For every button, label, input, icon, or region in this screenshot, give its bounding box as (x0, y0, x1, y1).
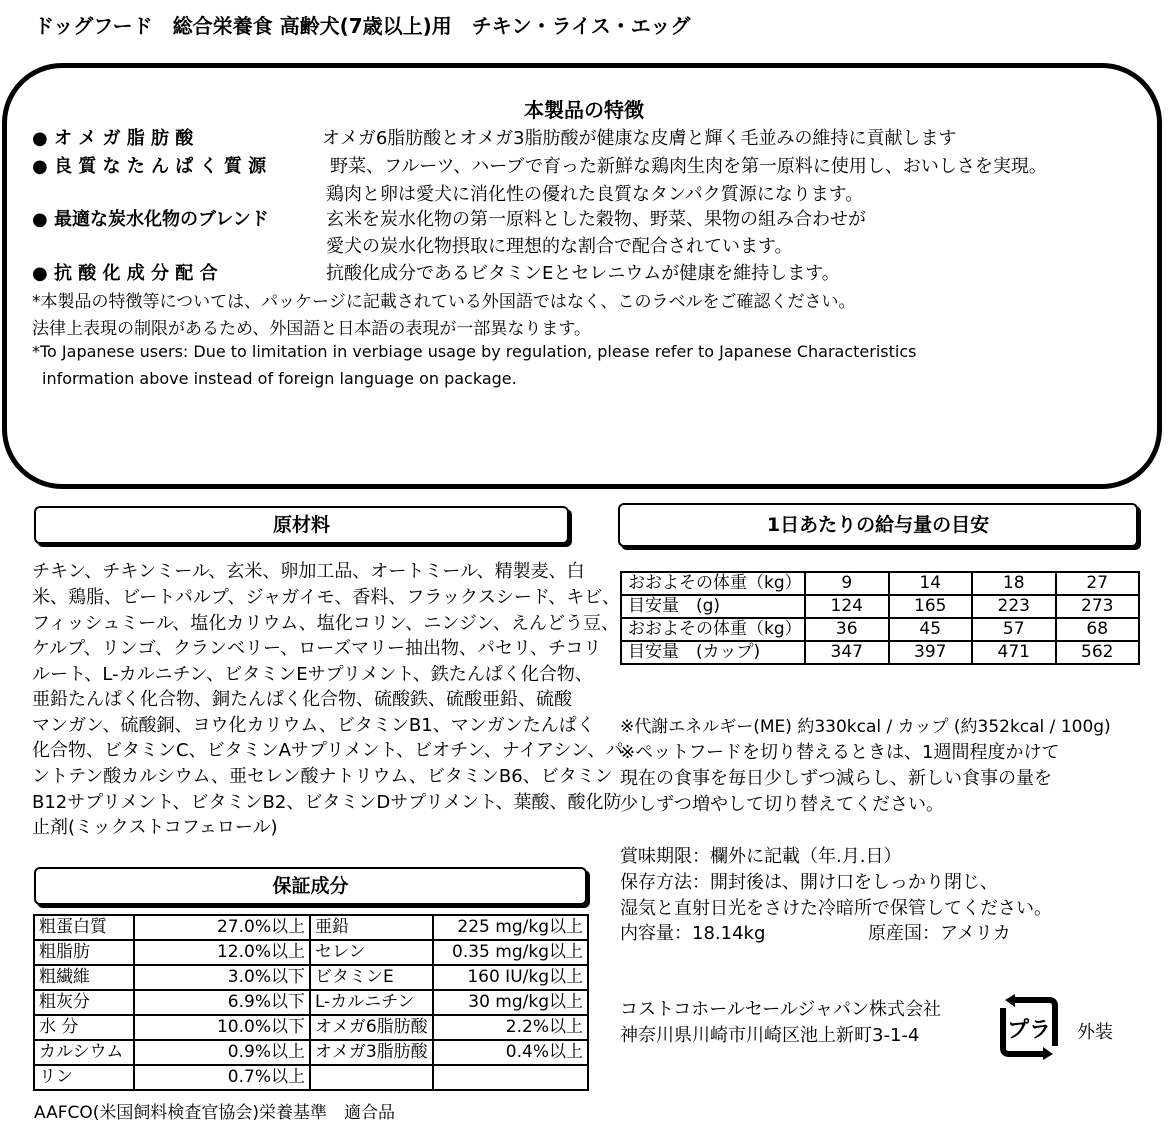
table-row (34, 940, 588, 965)
table-cell: 0.35 mg/kg以上 (433, 940, 588, 965)
feature-note-jp: *本製品の特徴等については、パッケージに記載されている外国語ではなく、このラベルをご確認ください。 (32, 292, 856, 312)
recycle-mark-text: プラ (1006, 1018, 1052, 1043)
table-cell: 225 mg/kg以上 (433, 915, 588, 940)
feature-note-jp: 法律上表現の制限があるため、外国語と日本語の表現が一部異なります。 (32, 319, 591, 339)
ingredient-line: フィッシュミール、塩化カリウム、塩化コリン、ニンジン、えんどう豆、 (32, 613, 619, 634)
table-cell: 68 (1056, 618, 1140, 641)
table-cell: 水 分 (34, 1015, 134, 1040)
table-cell: オメガ6脂肪酸 (310, 1015, 433, 1040)
table-cell: 30 mg/kg以上 (433, 990, 588, 1015)
table-cell: 9 (805, 572, 889, 595)
ingredients-heading: 原材料 (34, 506, 569, 544)
recycle-label: 外装 (1077, 1022, 1113, 1043)
table-cell: 3.0%以下 (134, 965, 310, 990)
table-cell: 14 (889, 572, 973, 595)
table-row (621, 572, 1139, 595)
table-cell: 27 (1056, 572, 1140, 595)
switch-note: ※ペットフードを切り替えるときは、1週間程度かけて (620, 742, 1060, 763)
feature-desc: 抗酸化成分であるビタミンEとセレニウムが健康を維持します。 (326, 263, 840, 284)
feature-label: ● 良 質 な た ん ぱ く 質 源 (32, 156, 267, 177)
ingredient-line: ントテン酸カルシウム、亜セレン酸ナトリウム、ビタミンB6、ビタミン (32, 766, 613, 787)
table-cell: リン (34, 1065, 134, 1090)
table-cell: オメガ3脂肪酸 (310, 1040, 433, 1065)
table-cell: 124 (805, 595, 889, 618)
table-row (34, 1040, 588, 1065)
origin-info: 原産国：アメリカ (868, 923, 1011, 944)
energy-note: ※代謝エネルギー(ME) 約330kcal / カップ (約352kcal / 100g) (620, 717, 1111, 737)
table-cell: L-カルニチン (310, 990, 433, 1015)
table-cell: 165 (889, 595, 973, 618)
table-row (621, 595, 1139, 618)
table-cell: 45 (889, 618, 973, 641)
content-info: 内容量：18.14kg (620, 923, 766, 944)
table-cell: セレン (310, 940, 433, 965)
analysis-table (33, 914, 589, 1091)
table-cell: 12.0%以上 (134, 940, 310, 965)
table-cell: 57 (972, 618, 1056, 641)
ingredient-line: ケルプ、リンゴ、クランベリー、ローズマリー抽出物、パセリ、チコリ (32, 638, 602, 659)
features-heading: 本製品の特徴 (524, 98, 644, 122)
switch-note: 少しずつ増やして切り替えてください。 (620, 794, 944, 815)
table-cell (310, 1065, 433, 1090)
table-cell: 6.9%以下 (134, 990, 310, 1015)
storage-info: 湿気と直射日光をさけた冷暗所で保管してください。 (620, 898, 1052, 919)
table-cell: 目安量 (カップ) (621, 641, 805, 664)
feature-desc: 愛犬の炭水化物摂取に理想的な割合で配合されています。 (326, 236, 793, 257)
table-cell: 36 (805, 618, 889, 641)
ingredient-line: チキン、チキンミール、玄米、卵加工品、オートミール、精製麦、白 (32, 561, 585, 582)
table-cell: 223 (972, 595, 1056, 618)
switch-note: 現在の食事を毎日少しずつ減らし、新しい食事の量を (620, 768, 1052, 789)
table-cell: 0.4%以上 (433, 1040, 588, 1065)
table-cell: カルシウム (34, 1040, 134, 1065)
product-title: ドッグフード 総合栄養食 高齢犬(7歳以上)用 チキン・ライス・エッグ (34, 14, 691, 38)
table-cell: 粗灰分 (34, 990, 134, 1015)
table-cell: おおよその体重（kg） (621, 572, 805, 595)
ingredient-line: マンガン、硫酸銅、ヨウ化カリウム、ビタミンB1、マンガンたんぱく (32, 715, 595, 736)
table-cell: おおよその体重（kg） (621, 618, 805, 641)
table-cell: 471 (972, 641, 1056, 664)
table-cell: ビタミンE (310, 965, 433, 990)
feature-desc: オメガ6脂肪酸とオメガ3脂肪酸が健康な皮膚と輝く毛並みの維持に貢献します (322, 128, 957, 149)
feature-note-en: *To Japanese users: Due to limitation in verbiage usage by regulation, please refer to Japanese Characteristics (32, 342, 917, 361)
table-cell: 160 IU/kg以上 (433, 965, 588, 990)
ingredient-line: 亜鉛たんぱく化合物、銅たんぱく化合物、硫酸鉄、硫酸亜鉛、硫酸 (32, 689, 572, 710)
feature-label: ● 抗 酸 化 成 分 配 合 (32, 263, 218, 284)
table-row (34, 965, 588, 990)
feature-desc: 野菜、フルーツ、ハーブで育った新鮮な鶏肉生肉を第一原料に使用し、おいしさを実現。 (330, 156, 1047, 177)
ingredient-line: 止剤(ミックストコフェロール) (32, 817, 278, 838)
feature-note-en: information above instead of foreign language on package. (42, 369, 517, 388)
feature-label: ● 最適な炭水化物のブレンド (32, 209, 269, 230)
feature-label: ● オ メ ガ 脂 肪 酸 (32, 128, 194, 149)
table-cell: 397 (889, 641, 973, 664)
table-cell: 粗繊維 (34, 965, 134, 990)
feature-desc: 鶏肉と卵は愛犬に消化性の優れた良質なタンパク質源になります。 (326, 184, 864, 205)
table-cell: 10.0%以下 (134, 1015, 310, 1040)
feeding-table (620, 571, 1140, 665)
analysis-heading: 保証成分 (34, 867, 587, 905)
table-cell: 2.2%以上 (433, 1015, 588, 1040)
table-cell: 562 (1056, 641, 1140, 664)
table-row (34, 915, 588, 940)
table-row (34, 990, 588, 1015)
table-cell (433, 1065, 588, 1090)
table-cell: 粗脂肪 (34, 940, 134, 965)
table-row (34, 1015, 588, 1040)
ingredient-line: ルート、L-カルニチン、ビタミンEサプリメント、鉄たんぱく化合物、 (32, 664, 593, 685)
feature-desc: 玄米を炭水化物の第一原料とした穀物、野菜、果物の組み合わせが (326, 209, 866, 230)
table-cell: 18 (972, 572, 1056, 595)
company-address: 神奈川県川崎市川崎区池上新町3-1-4 (620, 1025, 920, 1046)
aafco-note: AAFCO(米国飼料検査官協会)栄養基準 適合品 (34, 1103, 396, 1123)
table-cell: 27.0%以上 (134, 915, 310, 940)
ingredient-line: B12サプリメント、ビタミンB2、ビタミンDサプリメント、葉酸、酸化防 (32, 792, 622, 813)
table-cell: 0.9%以上 (134, 1040, 310, 1065)
table-row (621, 618, 1139, 641)
company-name: コストコホールセールジャパン株式会社 (620, 999, 942, 1020)
table-cell: 0.7%以上 (134, 1065, 310, 1090)
ingredient-line: 米、鶏脂、ビートパルプ、ジャガイモ、香料、フラックスシード、キビ、 (32, 587, 621, 608)
table-cell: 粗蛋白質 (34, 915, 134, 940)
table-cell: 347 (805, 641, 889, 664)
table-row (34, 1065, 588, 1090)
table-row (621, 641, 1139, 664)
storage-info: 保存方法：開封後は、開け口をしっかり閉じ、 (620, 872, 998, 893)
feeding-heading: 1日あたりの給与量の目安 (618, 503, 1138, 547)
table-cell: 273 (1056, 595, 1140, 618)
ingredient-line: 化合物、ビタミンC、ビタミンAサプリメント、ビオチン、ナイアシン、パ (32, 740, 624, 761)
pla-recycle-icon (995, 994, 1063, 1060)
expiry-info: 賞味期限：欄外に記載（年.月.日） (620, 846, 902, 867)
table-cell: 亜鉛 (310, 915, 433, 940)
table-cell: 目安量 (g) (621, 595, 805, 618)
